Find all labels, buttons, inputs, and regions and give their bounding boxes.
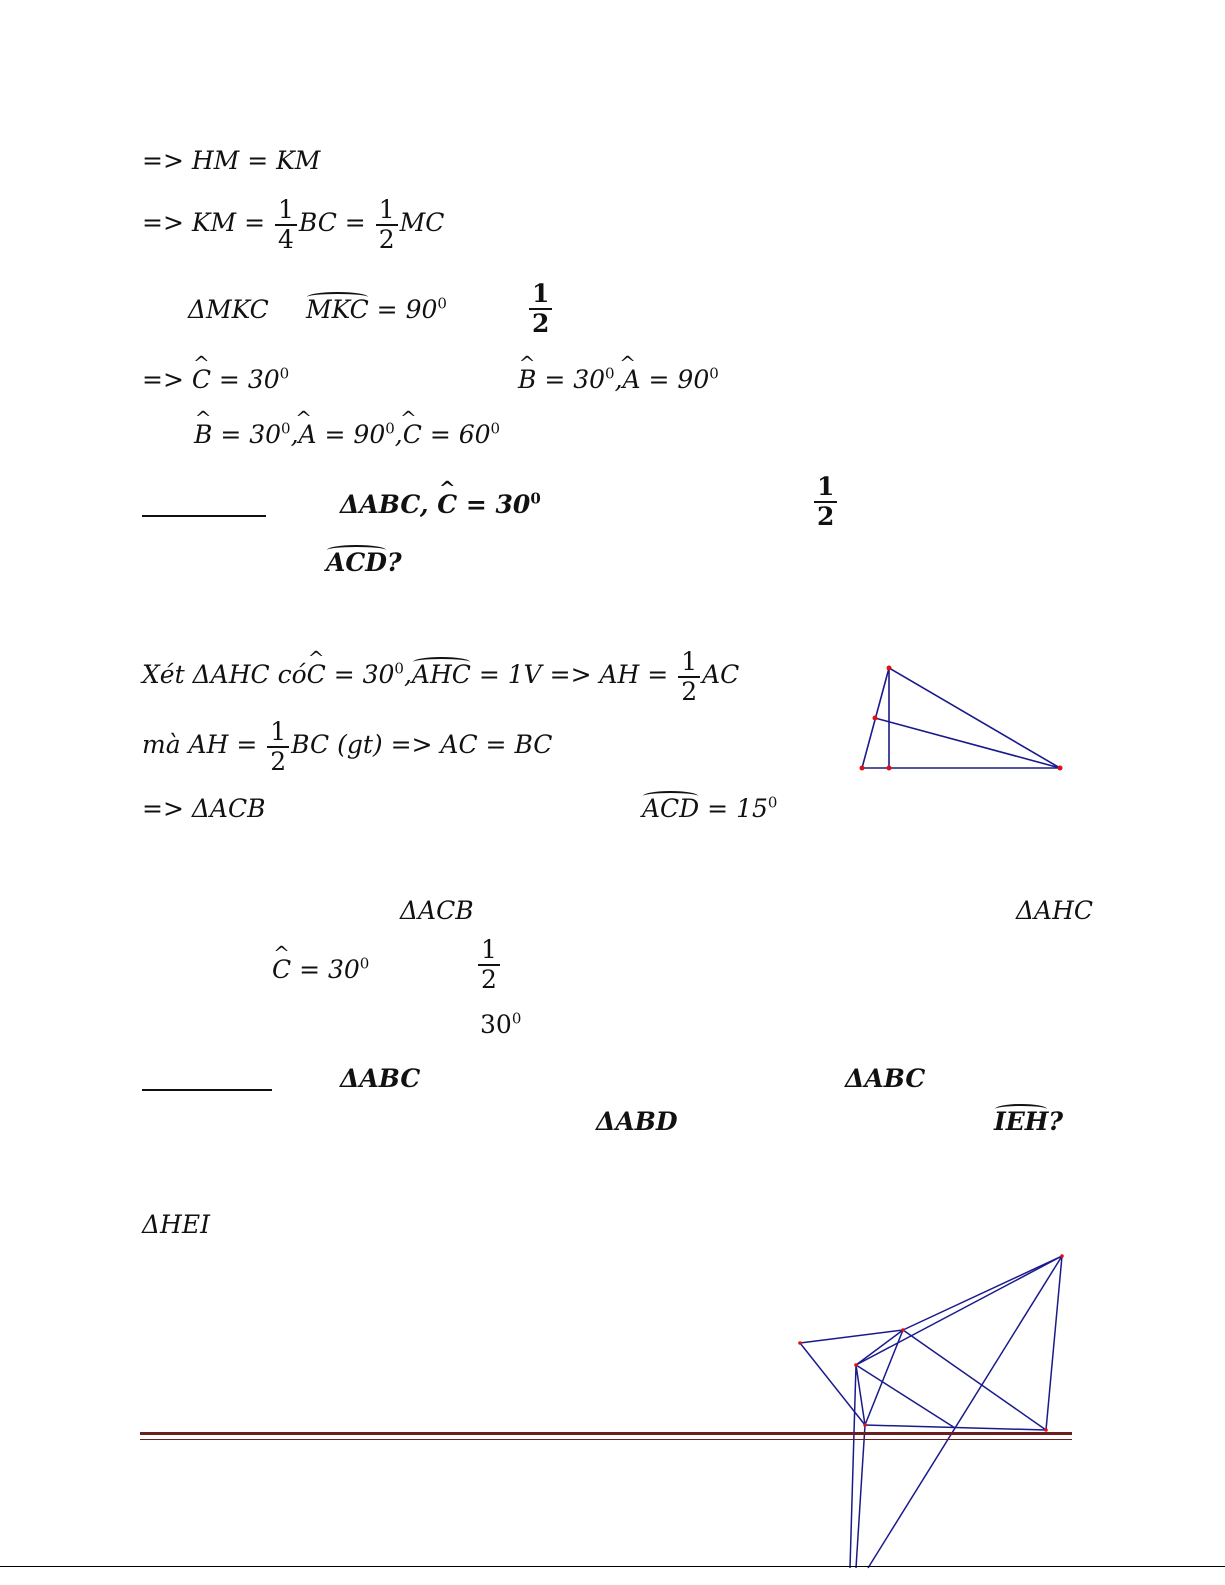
angle-c: ^ ,C: [395, 422, 422, 447]
segment: [850, 1365, 856, 1568]
segment: [856, 1365, 955, 1428]
text: ΔABC,: [340, 490, 438, 519]
triangle-ahc: ΔAHC: [1016, 896, 1094, 925]
figure-points: [798, 1254, 1064, 1432]
denominator: 4: [275, 224, 297, 254]
point: [901, 1328, 905, 1332]
text: ,: [403, 660, 412, 689]
degree: 0: [767, 793, 778, 812]
degree: 0: [359, 954, 370, 973]
text: = 30: [457, 490, 531, 519]
problem3-triangle: ΔABC: [340, 1064, 421, 1093]
text: = 30: [210, 365, 280, 394]
denominator: 2: [678, 676, 700, 706]
text: => KM =: [142, 208, 273, 237]
text: = 90: [316, 420, 386, 449]
text: BC =: [298, 208, 374, 237]
denominator: 2: [267, 746, 289, 776]
text: MC: [399, 208, 445, 237]
segment: [1046, 1256, 1062, 1430]
numerator: 1: [277, 195, 294, 224]
point: [798, 1341, 802, 1345]
page-bottom-rule: [0, 1566, 1225, 1567]
point: [1060, 1254, 1064, 1258]
line-hm-km: => HM = KM: [142, 146, 321, 175]
text: = 30: [212, 420, 282, 449]
degree: 0: [605, 364, 615, 383]
text: = 30: [325, 660, 395, 689]
problem3-triangle-abd: ΔABD: [596, 1107, 678, 1136]
denominator: 2: [814, 501, 837, 531]
figure-lines: [800, 1256, 1062, 1568]
angle-b: ^ B: [194, 422, 212, 447]
text: BC (gt) => AC = BC: [291, 730, 553, 759]
angle-a: ^ ,A: [291, 422, 317, 447]
segment: [868, 1256, 1062, 1568]
text: ?: [1048, 1107, 1064, 1136]
degree: 0: [281, 419, 291, 438]
degree: 0: [437, 294, 447, 313]
numerator: 1: [378, 195, 395, 224]
degree: 0: [511, 1009, 522, 1028]
numerator: 1: [681, 647, 698, 676]
angle-label: ACD: [326, 548, 387, 577]
text: = 1V => AH =: [470, 660, 677, 689]
text: =>: [142, 365, 192, 394]
text: = 60: [421, 420, 491, 449]
segment: [856, 1256, 1062, 1365]
denominator: 2: [529, 308, 552, 338]
text: ?: [386, 548, 402, 577]
text: = 30: [291, 955, 360, 984]
angle-c: ^ C: [272, 957, 291, 982]
angle-label: ACD: [642, 794, 700, 823]
text: 30: [480, 1010, 512, 1039]
numerator: 1: [817, 472, 835, 501]
angle-label: AHC: [411, 660, 471, 689]
point: [863, 1423, 867, 1427]
text: AC: [702, 660, 740, 689]
segment: [903, 1330, 1046, 1430]
degree: 0: [394, 659, 404, 678]
triangle-acb: ΔACB: [400, 896, 474, 925]
triangle-hei: ΔHEI: [142, 1210, 210, 1239]
numerator: 1: [532, 279, 550, 308]
numerator: 1: [481, 935, 497, 964]
problem3-triangle2: ΔABC: [845, 1064, 926, 1093]
text: Xét ΔAHC có: [142, 660, 307, 689]
point: [854, 1363, 858, 1367]
denominator: 2: [478, 964, 500, 994]
text: = 90: [640, 365, 710, 394]
text: = 90: [368, 295, 438, 324]
angle-c: ^ C: [437, 492, 457, 517]
degree: 0: [385, 419, 395, 438]
footer-rule-thin: [140, 1439, 1072, 1440]
angle-label: MKC: [306, 295, 369, 324]
angle-b: ^ B: [518, 367, 536, 392]
degree: 0: [279, 364, 290, 383]
triangle-mkc: ΔMKC: [188, 295, 269, 324]
degree: 0: [530, 489, 541, 508]
solution-line3: => ΔACB: [142, 794, 266, 823]
denominator: 2: [376, 224, 398, 254]
segment: [856, 1425, 865, 1568]
angle-a: ^ ,A: [615, 367, 641, 392]
degree: 0: [490, 419, 501, 438]
numerator: 1: [270, 717, 287, 746]
text: = 15: [699, 794, 768, 823]
text: = 30: [536, 365, 606, 394]
angle-c: ^ C: [307, 662, 326, 687]
footer-rule: [140, 1432, 1072, 1435]
angle-label: IEH: [994, 1107, 1049, 1136]
angle-c: ^ C: [192, 367, 211, 392]
text: mà AH =: [142, 730, 266, 759]
degree: 0: [709, 364, 719, 383]
